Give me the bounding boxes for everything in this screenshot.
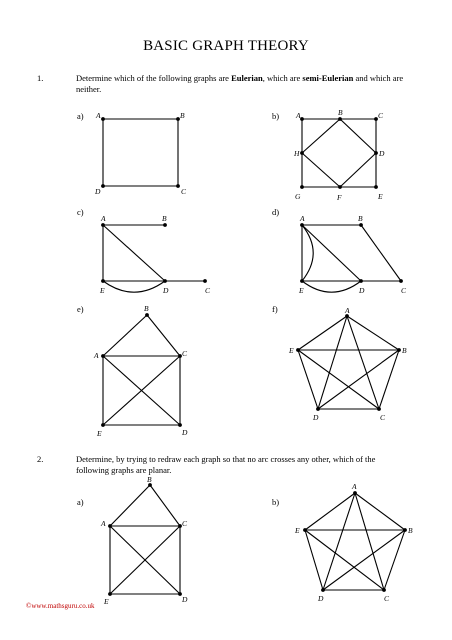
vertex-label-C: C	[205, 286, 211, 295]
question-2-number: 2.	[37, 454, 44, 464]
edge-BD	[318, 350, 399, 409]
vertex-label-A: A	[101, 519, 106, 528]
vertex-C	[399, 279, 403, 283]
q1-part-b: b)	[272, 111, 280, 121]
vertex-label-C: C	[182, 519, 188, 528]
q1-part-c: c)	[77, 207, 84, 217]
q1-text-b: , which are	[262, 73, 303, 83]
edge-BA	[103, 315, 147, 356]
vertex-G	[300, 185, 304, 189]
edge-DF	[340, 153, 376, 187]
vertex-label-F: F	[337, 193, 342, 202]
vertex-label-B: B	[408, 526, 413, 535]
vertex-D	[359, 279, 363, 283]
vertex-label-D: D	[163, 286, 169, 295]
vertex-A	[108, 524, 112, 528]
question-1-number: 1.	[37, 73, 44, 83]
vertex-A	[101, 354, 105, 358]
edge-BD	[323, 530, 405, 590]
edge-AC	[347, 316, 379, 409]
vertex-label-C: C	[378, 111, 384, 120]
vertex-label-E: E	[295, 526, 300, 535]
edge-EA	[305, 493, 355, 530]
vertex-B	[338, 117, 342, 121]
edge-AD	[323, 493, 355, 590]
vertex-label-B: B	[402, 346, 407, 355]
edge-BC	[147, 315, 180, 356]
vertex-label-D: D	[182, 428, 188, 437]
vertex-D	[163, 279, 167, 283]
edge-BD	[340, 119, 376, 153]
vertex-B	[145, 313, 149, 317]
vertex-label-A: A	[300, 214, 305, 223]
vertex-label-C: C	[380, 413, 386, 422]
edge-AB	[347, 316, 399, 350]
vertex-label-B: B	[358, 214, 363, 223]
q1-part-a: a)	[77, 111, 84, 121]
vertex-D	[374, 151, 378, 155]
graph-q1c	[99, 214, 211, 295]
vertex-label-A: A	[94, 351, 99, 360]
vertex-C	[203, 279, 207, 283]
q1-semi-eulerian: semi-Eulerian	[302, 73, 354, 83]
vertex-A	[101, 117, 105, 121]
vertex-label-B: B	[338, 108, 343, 117]
vertex-label-A: A	[96, 111, 101, 120]
edge-BC	[150, 485, 180, 526]
graph-q1f	[288, 306, 407, 422]
edge-CE	[305, 530, 384, 590]
edge-BC	[361, 225, 401, 281]
edge-DE	[298, 350, 318, 409]
q1-text-a: Determine which of the following graphs are	[76, 73, 232, 83]
footer-copyright: ©www.mathsguru.co.uk	[26, 602, 95, 610]
edge-HB	[302, 119, 340, 153]
vertex-D	[321, 588, 325, 592]
q1-part-d: d)	[272, 207, 280, 217]
vertex-A	[300, 223, 304, 227]
vertex-label-D: D	[359, 286, 365, 295]
vertex-label-D: D	[95, 187, 101, 196]
page-title: BASIC GRAPH THEORY	[143, 38, 309, 54]
vertex-label-D: D	[318, 594, 324, 603]
vertex-label-D: D	[182, 595, 188, 604]
vertex-A	[300, 117, 304, 121]
vertex-F	[338, 185, 342, 189]
vertex-B	[359, 223, 363, 227]
q2-part-a: a)	[77, 497, 84, 507]
vertex-C	[176, 184, 180, 188]
vertex-label-E: E	[104, 597, 109, 606]
question-2-text: Determine, by trying to redraw each graph so that no arc crosses any other, which of the following graphs are planar.	[76, 454, 376, 475]
vertex-label-G: G	[295, 192, 301, 201]
vertex-E	[296, 348, 300, 352]
graph-q1d	[298, 214, 407, 295]
vertex-label-B: B	[180, 111, 185, 120]
vertex-B	[403, 528, 407, 532]
graph-q2b	[294, 482, 413, 603]
edge-FH	[302, 153, 340, 187]
vertex-label-A: A	[352, 482, 357, 491]
vertex-H	[300, 151, 304, 155]
vertex-label-B: B	[162, 214, 167, 223]
edge-AD	[103, 225, 165, 281]
vertex-E	[101, 279, 105, 283]
vertex-label-B: B	[144, 304, 149, 313]
edge-CE	[298, 350, 379, 409]
vertex-D	[316, 407, 320, 411]
vertex-E	[303, 528, 307, 532]
vertex-label-D: D	[379, 149, 385, 158]
vertex-label-E: E	[299, 286, 304, 295]
vertex-E	[101, 423, 105, 427]
vertex-E	[374, 185, 378, 189]
vertex-label-A: A	[345, 306, 350, 315]
edge-AD	[302, 225, 361, 281]
vertex-D	[101, 184, 105, 188]
graph-q2a	[100, 475, 188, 606]
q1-part-f: f)	[272, 304, 278, 314]
graph-q1a	[94, 111, 187, 196]
edge-DE	[305, 530, 323, 590]
edge-AC	[355, 493, 384, 590]
vertex-C	[377, 407, 381, 411]
vertex-A	[353, 491, 357, 495]
edge-EA	[298, 316, 347, 350]
edge-BC	[379, 350, 399, 409]
edge-BA	[110, 485, 150, 526]
vertex-label-C: C	[384, 594, 390, 603]
vertex-label-E: E	[97, 429, 102, 438]
curved-edge-ED	[103, 281, 165, 292]
vertex-label-C: C	[182, 349, 188, 358]
vertex-label-C: C	[401, 286, 407, 295]
vertex-B	[163, 223, 167, 227]
edge-AB	[355, 493, 405, 530]
edge-AD	[318, 316, 347, 409]
vertex-label-E: E	[100, 286, 105, 295]
vertex-label-E: E	[289, 346, 294, 355]
vertex-label-E: E	[378, 192, 383, 201]
q2-part-b: b)	[272, 497, 280, 507]
q1-part-e: e)	[77, 304, 84, 314]
vertex-E	[300, 279, 304, 283]
vertex-label-D: D	[313, 413, 319, 422]
vertex-label-A: A	[101, 214, 106, 223]
vertex-label-B: B	[147, 475, 152, 484]
vertex-D	[178, 423, 182, 427]
vertex-B	[397, 348, 401, 352]
vertex-E	[108, 592, 112, 596]
graph-q1b	[293, 108, 385, 202]
graph-q1e	[93, 304, 188, 438]
vertex-label-C: C	[181, 187, 187, 196]
vertex-A	[101, 223, 105, 227]
vertex-label-A: A	[296, 111, 301, 120]
edge-BC	[384, 530, 405, 590]
q1-text-c: and which are neither.	[76, 73, 404, 94]
q1-eulerian: Eulerian	[231, 73, 263, 83]
vertex-C	[382, 588, 386, 592]
vertex-label-H: H	[294, 149, 300, 158]
curved-edge-ED	[302, 281, 361, 292]
